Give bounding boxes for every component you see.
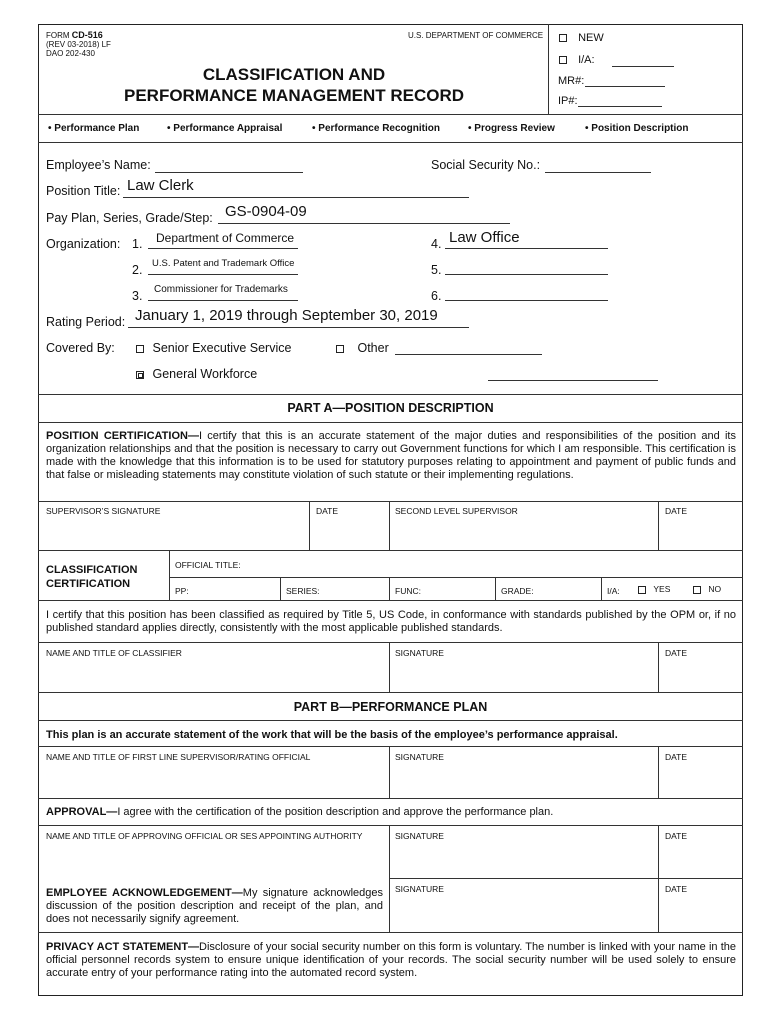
divider bbox=[38, 746, 743, 747]
first-line-signature-label: SIGNATURE bbox=[395, 752, 444, 762]
ses-option[interactable]: Senior Executive Service bbox=[136, 341, 291, 355]
first-line-supervisor-label: NAME AND TITLE OF FIRST LINE SUPERVISOR/RATING OFFICIAL bbox=[46, 752, 311, 762]
approval-statement: APPROVAL—I agree with the certification of the position description and approve the performance plan. bbox=[46, 806, 554, 818]
divider bbox=[495, 577, 496, 600]
performance-plan-intro: This plan is an accurate statement of the work that will be the basis of the employee’s performance appraisal. bbox=[46, 729, 618, 741]
org-3-field bbox=[148, 300, 298, 301]
employee-acknowledgement-text: EMPLOYEE ACKNOWLEDGEMENT—My signature acknowledges discussion of the position description and receipt of the plan, and does not necessarily signify agreement. bbox=[46, 887, 383, 925]
date-label-1: DATE bbox=[316, 506, 339, 516]
divider bbox=[169, 550, 170, 600]
classification-certification-label bbox=[46, 563, 137, 591]
nav-position-description[interactable]: • Position Description bbox=[585, 123, 689, 134]
other-option[interactable]: Other bbox=[336, 341, 389, 355]
pp-label: PP: bbox=[175, 586, 189, 596]
new-checkbox[interactable] bbox=[559, 34, 567, 42]
second-level-supervisor-label: SECOND LEVEL SUPERVISOR bbox=[395, 506, 518, 516]
divider bbox=[389, 642, 390, 692]
nav-progress-review[interactable]: • Progress Review bbox=[468, 123, 555, 134]
mr-label: MR#: bbox=[558, 75, 585, 87]
part-b-top-rule bbox=[38, 692, 743, 693]
org-6-field[interactable] bbox=[445, 300, 608, 301]
part-a-top-rule bbox=[38, 394, 743, 395]
part-a-title-rule bbox=[38, 422, 743, 423]
divider bbox=[38, 600, 743, 601]
ssn-label: Social Security No.: bbox=[431, 158, 541, 172]
part-a-title: PART A—POSITION DESCRIPTION bbox=[287, 401, 494, 415]
position-title-value[interactable]: Law Clerk bbox=[127, 177, 194, 194]
divider bbox=[169, 577, 743, 578]
divider bbox=[38, 825, 743, 826]
other-checkbox[interactable] bbox=[336, 345, 344, 353]
org-num-5: 5. bbox=[431, 263, 442, 277]
org-2-value[interactable]: U.S. Patent and Trademark Office bbox=[152, 258, 295, 269]
rating-period-value[interactable]: January 1, 2019 through September 30, 2019 bbox=[135, 307, 438, 324]
org-num-2: 2. bbox=[132, 263, 143, 277]
org-4-field bbox=[445, 248, 608, 249]
org-num-4: 4. bbox=[431, 237, 442, 251]
org-num-6: 6. bbox=[431, 289, 442, 303]
func-label: FUNC: bbox=[395, 586, 421, 596]
class-cert-line-2: CERTIFICATION bbox=[46, 578, 131, 590]
divider bbox=[658, 642, 659, 692]
header-divider bbox=[548, 24, 549, 114]
nav-performance-appraisal[interactable]: • Performance Appraisal bbox=[167, 123, 283, 134]
ia-field[interactable] bbox=[612, 66, 674, 67]
divider bbox=[658, 501, 659, 550]
org-4-value[interactable]: Law Office bbox=[449, 229, 520, 246]
department-name: U.S. DEPARTMENT OF COMMERCE bbox=[408, 31, 544, 40]
ia-checkbox[interactable] bbox=[559, 56, 567, 64]
page-title bbox=[40, 64, 548, 106]
divider bbox=[389, 501, 390, 550]
pay-plan-field bbox=[218, 223, 510, 224]
other-field-2[interactable] bbox=[488, 380, 658, 381]
org-3-value[interactable]: Commissioner for Trademarks bbox=[154, 284, 288, 295]
org-5-field[interactable] bbox=[445, 274, 608, 275]
employee-name-field[interactable] bbox=[155, 172, 303, 173]
ses-checkbox[interactable] bbox=[136, 345, 144, 353]
series-label: SERIES: bbox=[286, 586, 320, 596]
other-field[interactable] bbox=[395, 354, 542, 355]
divider bbox=[389, 878, 743, 879]
pay-plan-label: Pay Plan, Series, Grade/Step: bbox=[46, 211, 213, 225]
employee-signature-label: SIGNATURE bbox=[395, 884, 444, 894]
approving-date-label: DATE bbox=[665, 831, 688, 841]
org-num-1: 1. bbox=[132, 237, 143, 251]
classification-statement: I certify that this position has been classified as required by Title 5, US Code, in conformance with standards published by the OPM or, if no published standard applies directly, consistently with the most applicable published standards. bbox=[46, 609, 736, 634]
ia-yes-checkbox[interactable] bbox=[638, 586, 646, 594]
class-cert-line-1: CLASSIFICATION bbox=[46, 564, 138, 576]
supervisor-signature-label: SUPERVISOR’S SIGNATURE bbox=[46, 506, 161, 516]
ia-yes-option[interactable]: YES bbox=[638, 584, 670, 594]
form-dao: DAO 202-430 bbox=[46, 49, 95, 58]
classifier-signature-label: SIGNATURE bbox=[395, 648, 444, 658]
divider bbox=[38, 798, 743, 799]
privacy-act-statement: PRIVACY ACT STATEMENT—Disclosure of your social security number on this form is voluntary. The number is linked with your name in the official personnel records system to ensure unique identification of your records. The social security number will be used solely to ensure accurate entry of your performance rating into the automated record system. bbox=[46, 941, 737, 979]
title-line-2: PERFORMANCE MANAGEMENT RECORD bbox=[124, 86, 464, 105]
approving-signature-label: SIGNATURE bbox=[395, 831, 444, 841]
divider bbox=[658, 746, 659, 798]
ip-field[interactable] bbox=[578, 106, 662, 107]
title-line-1: CLASSIFICATION AND bbox=[202, 65, 386, 84]
org-1-value[interactable]: Department of Commerce bbox=[156, 231, 295, 245]
nav-bottom-rule bbox=[38, 142, 743, 143]
ia-no-checkbox[interactable] bbox=[693, 586, 701, 594]
date-label-2: DATE bbox=[665, 506, 688, 516]
position-title-label: Position Title: bbox=[46, 184, 121, 198]
ip-label: IP#: bbox=[558, 95, 578, 107]
new-option[interactable]: NEW bbox=[559, 32, 604, 44]
ia-option[interactable]: I/A: bbox=[559, 54, 595, 66]
signature-row-rule bbox=[38, 501, 743, 502]
ia-no-option[interactable]: NO bbox=[693, 584, 721, 594]
mr-field[interactable] bbox=[585, 86, 665, 87]
employee-name-label: Employee’s Name: bbox=[46, 158, 151, 172]
divider bbox=[38, 932, 743, 933]
approving-official-label: NAME AND TITLE OF APPROVING OFFICIAL OR SES APPOINTING AUTHORITY bbox=[46, 831, 363, 841]
nav-performance-recognition[interactable]: • Performance Recognition bbox=[312, 123, 440, 134]
org-2-field bbox=[148, 274, 298, 275]
org-num-3: 3. bbox=[132, 289, 143, 303]
pay-plan-value[interactable]: GS-0904-09 bbox=[225, 203, 307, 220]
ssn-field[interactable] bbox=[545, 172, 651, 173]
nav-performance-plan[interactable]: • Performance Plan bbox=[48, 123, 140, 134]
grade-label: GRADE: bbox=[501, 586, 534, 596]
organization-label: Organization: bbox=[46, 237, 121, 251]
divider bbox=[38, 720, 743, 721]
position-certification-text: POSITION CERTIFICATION—I certify that this is an accurate statement of the major duties and responsibilities of the position and its organization relationships and that the position is necessary to carry out Government functions for which I am responsible. This certification is made with the knowledge that this information is to be used for statutory purposes relating to appointment and payment of public funds and that false or misleading statements may constitute violation of such statute or their implementing regulations. bbox=[46, 430, 736, 481]
divider bbox=[601, 577, 602, 600]
employee-date-label: DATE bbox=[665, 884, 688, 894]
org-1-field bbox=[148, 248, 298, 249]
position-title-field bbox=[123, 197, 469, 198]
general-workforce-option[interactable]: General Workforce bbox=[136, 367, 257, 381]
classification-top-rule bbox=[38, 550, 743, 551]
covered-by-label: Covered By: bbox=[46, 341, 115, 355]
rating-period-field bbox=[128, 327, 469, 328]
header-bottom-rule bbox=[38, 114, 743, 115]
divider bbox=[389, 577, 390, 600]
rating-period-label: Rating Period: bbox=[46, 315, 126, 329]
classifier-date-label: DATE bbox=[665, 648, 688, 658]
part-b-title: PART B—PERFORMANCE PLAN bbox=[293, 700, 488, 714]
first-line-date-label: DATE bbox=[665, 752, 688, 762]
form-code: FORM CD-516 bbox=[46, 30, 103, 40]
form-revision: (REV 03-2018) LF bbox=[46, 40, 111, 49]
official-title-label: OFFICIAL TITLE: bbox=[175, 560, 241, 570]
divider bbox=[309, 501, 310, 550]
ia-question-label: I/A: bbox=[607, 586, 620, 596]
general-workforce-checkbox[interactable] bbox=[136, 371, 144, 379]
divider bbox=[280, 577, 281, 600]
divider bbox=[38, 642, 743, 643]
divider bbox=[389, 746, 390, 798]
classifier-label: NAME AND TITLE OF CLASSIFIER bbox=[46, 648, 182, 658]
